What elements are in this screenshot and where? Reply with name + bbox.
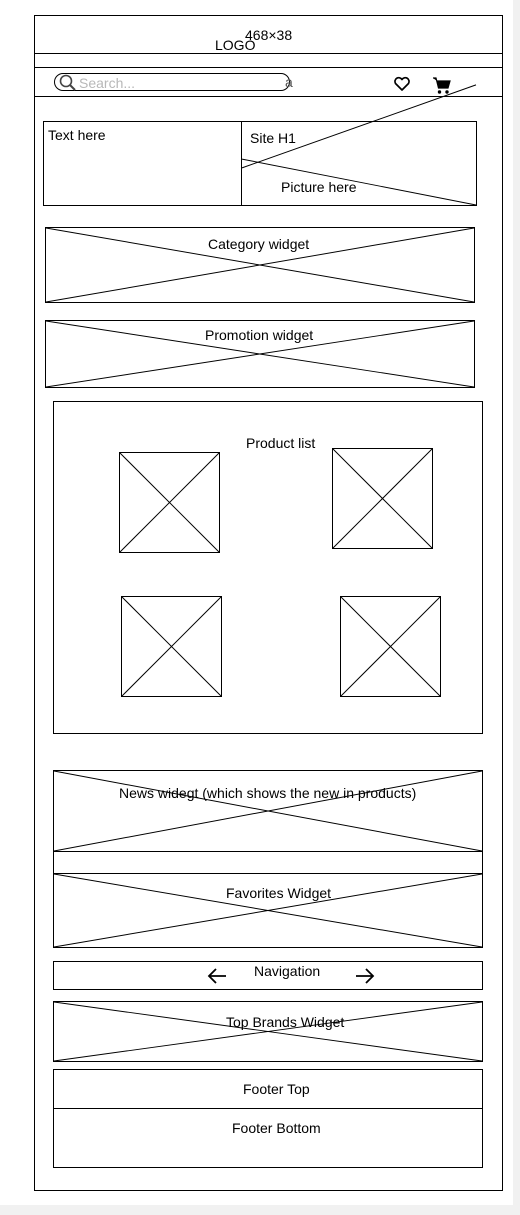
search-icon[interactable] <box>59 74 77 92</box>
search-bar-row <box>34 68 503 97</box>
favorites-widget-label: Favorites Widget <box>226 885 332 901</box>
site-h1: Site H1 <box>250 130 296 146</box>
product-image-placeholder <box>341 597 440 696</box>
product-list <box>53 401 483 734</box>
product-card[interactable] <box>119 452 220 553</box>
cart-icon[interactable] <box>432 76 452 96</box>
product-card[interactable] <box>340 596 441 697</box>
navigation-bar <box>53 961 483 990</box>
product-image-placeholder <box>333 449 432 548</box>
product-image-placeholder <box>122 597 221 696</box>
hero-text: Text here <box>48 127 106 143</box>
header <box>34 15 503 54</box>
product-image-placeholder <box>120 453 219 552</box>
top-brands-widget[interactable] <box>53 1001 483 1062</box>
news-widget[interactable] <box>53 770 483 852</box>
search-trailing-text: a <box>285 74 293 90</box>
top-brands-widget-label: Top Brands Widget <box>226 1014 345 1030</box>
picture-label: Picture here <box>281 179 357 195</box>
footer-top <box>53 1069 483 1109</box>
logo[interactable]: LOGO <box>215 37 256 53</box>
category-widget-label: Category widget <box>208 236 310 252</box>
search-input[interactable]: Search... <box>79 75 136 91</box>
header-divider <box>34 54 503 68</box>
footer-bottom <box>53 1108 483 1168</box>
hero-text-box <box>43 121 242 206</box>
product-card[interactable] <box>332 448 433 549</box>
news-widget-label: News widegt (which shows the new in products) <box>119 785 417 801</box>
search-field[interactable] <box>54 73 290 91</box>
promotion-widget-label: Promotion widget <box>205 327 314 343</box>
arrow-left-icon[interactable] <box>207 967 227 985</box>
footer-bottom-label: Footer Bottom <box>232 1120 321 1136</box>
arrow-right-icon[interactable] <box>355 967 375 985</box>
hero-picture-box <box>241 121 477 206</box>
footer-top-label: Footer Top <box>243 1081 310 1097</box>
logo-size-label: 468×38 <box>245 27 293 43</box>
product-list-label: Product list <box>246 435 316 451</box>
product-card[interactable] <box>121 596 222 697</box>
widget-spacer <box>53 851 483 874</box>
category-widget[interactable] <box>45 227 475 303</box>
favorites-widget[interactable] <box>53 873 483 948</box>
top-brands-placeholder-cross <box>54 1002 482 1061</box>
navigation-label: Navigation <box>254 963 321 979</box>
scrollbar[interactable] <box>513 0 520 1215</box>
heart-icon[interactable] <box>393 75 411 93</box>
bottom-bar <box>0 1205 513 1215</box>
promotion-widget[interactable] <box>45 320 475 388</box>
news-placeholder-cross <box>54 771 482 851</box>
